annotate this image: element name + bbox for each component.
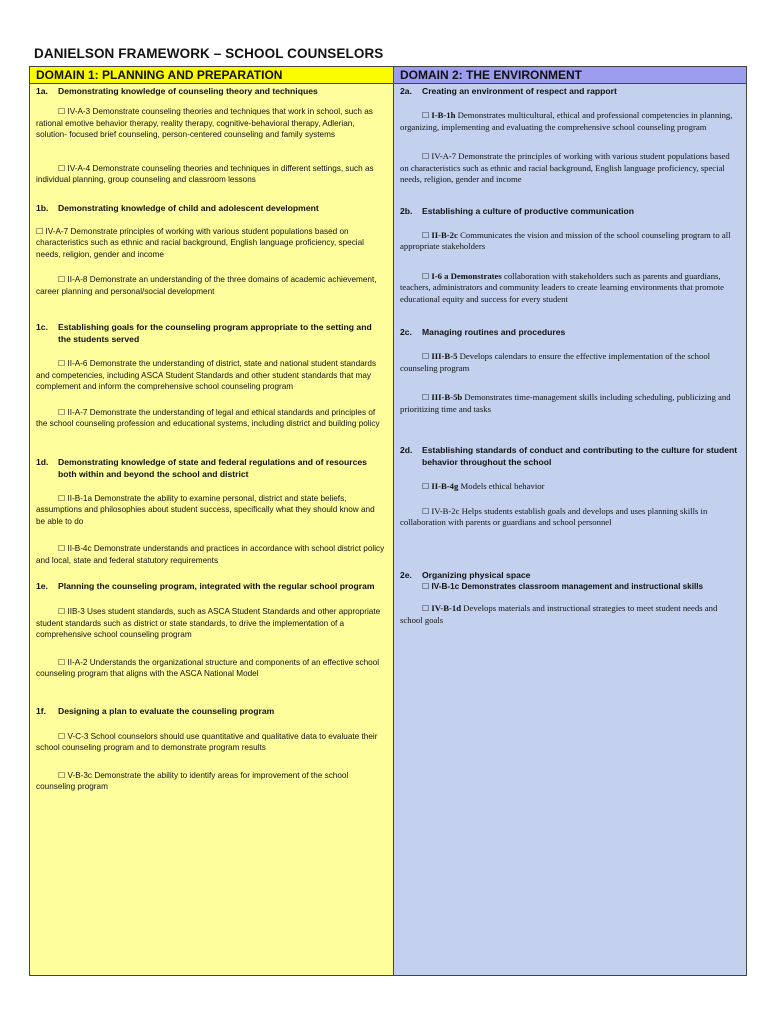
component-1d: 1d. Demonstrating knowledge of state and federal regulations and of resources both within and beyond the school and district — [36, 456, 367, 479]
checkbox-icon[interactable]: ☐ — [422, 482, 430, 491]
checkbox-icon[interactable]: ☐ — [422, 230, 430, 240]
standard-v-b-3c: ☐ V-B-3c Demonstrate the ability to identify areas for improvement of the school counseling program — [36, 770, 349, 791]
domain-2-body — [394, 84, 746, 626]
standard-iii-b-5: ☐ III-B-5 Develops calendars to ensure the effective implementation of the school counseling program — [400, 351, 711, 373]
checkbox-icon[interactable]: ☐ — [422, 581, 430, 591]
component-2a: 2a. Creating an environment of respect and rapport — [400, 86, 617, 96]
standard-ii-b-4g: ☐ II-B-4g Models ethical behavior — [422, 481, 545, 491]
checkbox-icon[interactable]: ☐ — [58, 407, 66, 417]
standard-iii-b-5b: ☐ III-B-5b Demonstrates time-management skills including scheduling, publicizing and prioritizing time and tasks — [400, 392, 731, 414]
standard-iib-3: ☐ IIB-3 Uses student standards, such as ASCA Student Standards and other appropriate student standards such as district or state standards, to drive the implementation of a comprehensive school counseling program — [36, 607, 381, 639]
standard-iv-a-7-d2: ☐ IV-A-7 Demonstrate the principles of working with various student populations based on characteristics such as ethnic and racial background, English language proficiency, special needs, religion, gender and income — [400, 151, 730, 184]
standard-v-c-3: ☐ V-C-3 School counselors should use quantitative and qualitative data to evaluate their school counseling program and to demonstrate program results — [36, 731, 378, 752]
checkbox-icon[interactable]: ☐ — [422, 271, 430, 281]
domain-1-header: DOMAIN 1: PLANNING AND PREPARATION — [30, 67, 393, 84]
component-1f: 1f. Designing a plan to evaluate the counseling program — [36, 705, 275, 716]
component-1e: 1e. Planning the counseling program, integrated with the regular school program — [36, 581, 375, 591]
component-2c: 2c. Managing routines and procedures — [400, 327, 566, 337]
framework-table — [29, 66, 747, 976]
standard-ii-b-1a: ☐ II-B-1a Demonstrate the ability to examine personal, district and state beliefs, assumptions and philosophies about student success, specifically what they should know and be able to do — [36, 493, 375, 526]
standard-iv-b-1d: ☐ IV-B-1d Develops materials and instructional strategies to meet student needs and school goals — [400, 603, 718, 625]
standard-ii-b-4c: ☐ II-B-4c Demonstrate understands and practices in accordance with school district policy and local, state and federal statutory requirements — [36, 544, 385, 565]
checkbox-icon[interactable]: ☐ — [58, 163, 66, 173]
checkbox-icon[interactable]: ☐ — [58, 770, 66, 780]
checkbox-icon[interactable]: ☐ — [58, 731, 66, 741]
component-1c: 1c. Establishing goals for the counseling program appropriate to the setting and the students served — [36, 322, 372, 344]
checkbox-icon[interactable]: ☐ — [58, 657, 66, 667]
component-1b: 1b. Demonstrating knowledge of child and adolescent development — [36, 202, 319, 213]
component-1a: 1a. Demonstrating knowledge of counseling theory and techniques — [36, 86, 318, 96]
checkbox-icon[interactable]: ☐ — [422, 111, 430, 120]
checkbox-icon[interactable]: ☐ — [422, 352, 430, 361]
standard-ii-a-7: ☐ II-A-7 Demonstrate the understanding of legal and ethical standards and principles of the school counseling profession and educational systems, including district and building policy — [36, 407, 380, 428]
checkbox-icon[interactable]: ☐ — [422, 152, 430, 161]
standard-iv-a-3: ☐ IV-A-3 Demonstrate counseling theories and techniques that work in school, such as rational emotive behavior therapy, reality therapy, cognitive-behavioral therapy, Adlerian, solution- focused brief counseling, person-centered counseling and family systems — [36, 107, 373, 139]
standard-ii-a-8: ☐ II-A-8 Demonstrate an understanding of the three domains of academic achievement, career planning and personal/social development — [36, 275, 377, 296]
component-2b: 2b. Establishing a culture of productive communication — [400, 205, 635, 216]
checkbox-icon[interactable]: ☐ — [58, 544, 66, 553]
checkbox-icon[interactable]: ☐ — [36, 226, 44, 236]
domain-1-body — [30, 84, 393, 793]
standard-iv-a-4: ☐ IV-A-4 Demonstrate counseling theories and techniques in different settings, such as individual planning, group counseling and classroom lessons — [36, 163, 374, 184]
standard-iv-b-1c: ☐ IV-B-1c Demonstrates classroom management and instructional skills — [422, 581, 704, 591]
checkbox-icon[interactable]: ☐ — [58, 275, 66, 284]
checkbox-icon[interactable]: ☐ — [58, 493, 66, 503]
standard-ii-b-2c: ☐ II-B-2c Communicates the vision and mission of the school counseling program to all appropriate stakeholders — [400, 229, 731, 251]
component-2d: 2d. Establishing standards of conduct and contributing to the culture for student behavior throughout the school — [400, 445, 738, 467]
checkbox-icon[interactable]: ☐ — [58, 107, 66, 116]
standard-ii-a-6: ☐ II-A-6 Demonstrate the understanding of district, state and national student standards and competencies, including ASCA Student Standards and other student standards that may complement and inform the comprehensive school counseling program — [36, 359, 377, 391]
checkbox-icon[interactable]: ☐ — [58, 607, 66, 616]
standard-ii-a-2: ☐ II-A-2 Understands the organizational structure and components of an effective school counseling program that aligns with the ASCA National Model — [36, 657, 380, 678]
standard-i-6a: ☐ I-6 a Demonstrates collaboration with stakeholders such as parents and guardians, teachers, administrators and community leaders to create learning environments that promote educational equity and success for every student — [400, 270, 724, 304]
checkbox-icon[interactable]: ☐ — [422, 506, 430, 516]
document-title: DANIELSON FRAMEWORK – SCHOOL COUNSELORS — [34, 46, 384, 61]
domain-2-column — [394, 67, 746, 975]
checkbox-icon[interactable]: ☐ — [422, 393, 430, 402]
domain-2-header: DOMAIN 2: THE ENVIRONMENT — [394, 67, 746, 84]
domain-1-column — [30, 67, 394, 975]
standard-iv-a-7: ☐ IV-A-7 Demonstrate principles of working with various student populations based on characteristics such as ethnic and racial background, English language proficiency, special needs, religion, gender and income — [36, 226, 364, 259]
standard-i-b-1h: ☐ I-B-1h Demonstrates multicultural, ethical and professional competencies in planning, organizing, implementing and evaluating the comprehensive school counseling program — [400, 110, 733, 132]
checkbox-icon[interactable]: ☐ — [58, 359, 66, 368]
standard-iv-b-2c: ☐ IV-B-2c Helps students establish goals and develops and uses planning skills in collaboration with parents or guardians and school personnel — [400, 505, 708, 527]
checkbox-icon[interactable]: ☐ — [422, 604, 430, 613]
component-2e: 2e. Organizing physical space — [400, 569, 531, 580]
